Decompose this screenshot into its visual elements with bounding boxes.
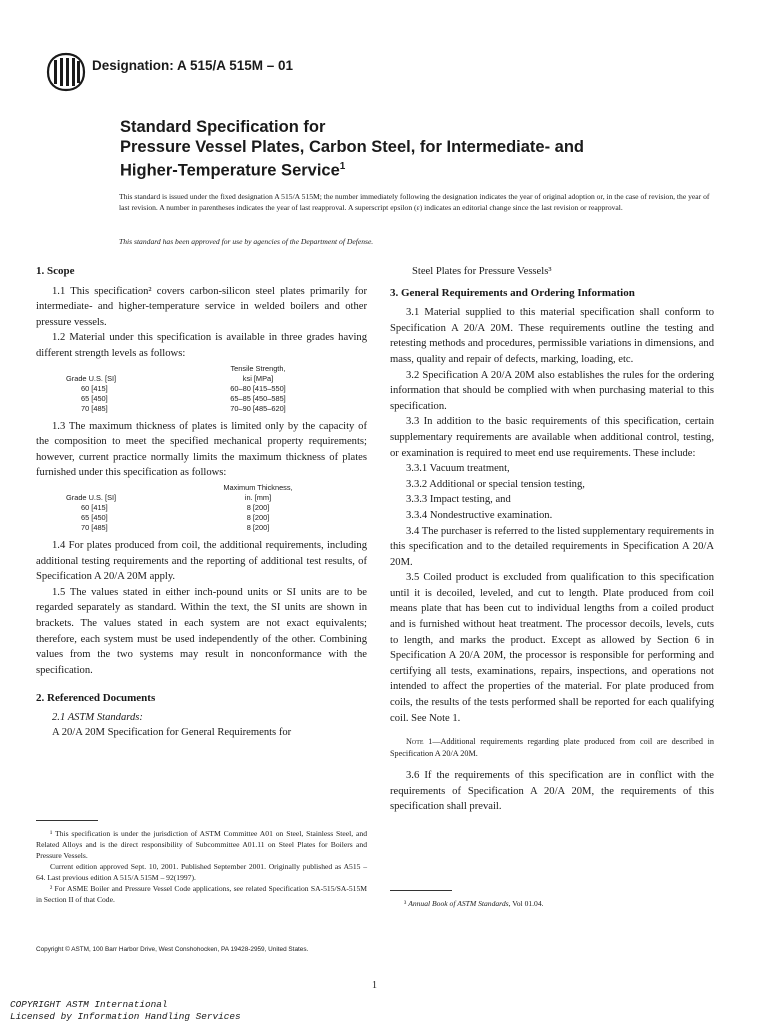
tensile-strength-table bbox=[36, 364, 367, 414]
astm-logo-icon bbox=[44, 52, 88, 92]
section-2-heading: 2. Referenced Documents bbox=[36, 692, 156, 705]
paragraph-3-6: 3.6 If the requirements of this specification are in conflict with the requirements of Specification A 20/A 20M, the requirements of this specification shall prevail. bbox=[390, 770, 714, 813]
table2-header-1: Grade U.S. [SI] bbox=[66, 492, 117, 502]
paragraph-3-4: 3.4 The purchaser is referred to the listed supplementary requirements in this specification and to the detailed requirements in Specification A 20/A 20M. bbox=[390, 525, 714, 568]
title-line-1: Standard Specification for bbox=[120, 118, 326, 136]
table-row: 60 [415] 60–80 [415–550] bbox=[81, 383, 286, 393]
footnote-1: ¹ This specification is under the jurisdiction of ASTM Committee A01 on Steel, Stainless Steel, and Related Alloys and is the direct responsibility of Subcommittee A01.11 on Steel Plates for Boilers and Pressure Vessels. bbox=[36, 829, 367, 860]
referenced-document: A 20/A 20M Specification for General Requirements for bbox=[52, 727, 292, 739]
paragraph-1-3: 1.3 The maximum thickness of plates is limited only by the capacity of the composition to meet the specified mechanical property requirements; however, current practice normally limits the maximum thickness of plates furnished under this specification as follows: bbox=[36, 420, 367, 479]
designation: Designation: A 515/A 515M – 01 bbox=[92, 58, 294, 73]
paragraph-3-3-4: 3.3.4 Nondestructive examination. bbox=[406, 509, 553, 521]
paragraph-1-1: 1.1 This specification² covers carbon-silicon steel plates primarily for intermediate- and higher-temperature service in welded boilers and other pressure vessels. bbox=[36, 285, 367, 328]
license-line-1: COPYRIGHT ASTM International bbox=[10, 999, 168, 1010]
issued-note: This standard is issued under the fixed designation A 515/A 515M; the number immediately following the designation indicates the year of original adoption or, in the case of revision, the year of last revision. A number in parentheses indicates the year of last reapproval. A superscript epsilon (ε) indicates an editorial change since the last revision or reapproval. bbox=[119, 192, 710, 212]
paragraph-1-2: 1.2 Material under this specification is available in three grades having different strength levels as follows: bbox=[36, 332, 367, 359]
table-row: 65 [450] 8 [200] bbox=[81, 512, 270, 522]
left-column bbox=[36, 264, 367, 741]
table-row: 65 [450] 65–85 [450–585] bbox=[81, 393, 286, 403]
paragraph-3-3-3: 3.3.3 Impact testing, and bbox=[406, 494, 511, 506]
footnote-3: ³ Annual Book of ASTM Standards, Vol 01.04. bbox=[404, 899, 544, 908]
section-1-heading: 1. Scope bbox=[36, 265, 75, 277]
referenced-document-continued: Steel Plates for Pressure Vessels³ bbox=[412, 266, 552, 277]
table1-header-2b: ksi [MPa] bbox=[242, 373, 274, 383]
title-footnote-mark: 1 bbox=[339, 161, 346, 172]
table-row: 70 [485] 70–90 [485–620] bbox=[81, 403, 286, 413]
title-line-3: Higher-Temperature Service$^1$ bbox=[120, 161, 346, 180]
license-stamp bbox=[10, 999, 241, 1022]
title-line-2: Pressure Vessel Plates, Carbon Steel, for Intermediate- and bbox=[120, 138, 585, 156]
page-number: 1 bbox=[372, 980, 377, 991]
paragraph-3-2: 3.2 Specification A 20/A 20M also establishes the rules for the ordering information that should be complied with when purchasing material to this specification. bbox=[390, 369, 714, 412]
paragraph-3-3-2: 3.3.2 Additional or special tension testing, bbox=[406, 478, 585, 490]
footnotes-left bbox=[36, 828, 367, 905]
footnotes-right bbox=[390, 898, 714, 909]
note-1-text: —Additional requirements regarding plate produced from coil are described in Specification A 20/A 20M. bbox=[390, 737, 714, 759]
table-row: 70 [485] 8 [200] bbox=[81, 522, 270, 532]
paragraph-3-3-1: 3.3.1 Vacuum treatment, bbox=[406, 463, 510, 475]
document-title bbox=[120, 117, 720, 181]
paragraph-1-5: 1.5 The values stated in either inch-pound units or SI units are to be regarded separately as standard. Within the text, the SI units are shown in brackets. The values stated in each system are not exact equivalents; therefore, each system must be used independently of the other. Combining values from the two systems may result in nonconformance with the specification. bbox=[36, 586, 367, 676]
approval-note: This standard has been approved for use by agencies of the Department of Defense. bbox=[119, 237, 374, 246]
license-line-2: Licensed by Information Handling Services bbox=[10, 1010, 241, 1022]
footnote-1-edition: Current edition approved Sept. 10, 2001. Published September 2001. Originally published as A515 – 64. Last previous edition A 515/A 515M – 92(1997). bbox=[36, 862, 367, 882]
right-column bbox=[390, 264, 714, 815]
paragraph-2-1: 2.1 ASTM Standards: bbox=[52, 711, 143, 723]
copyright-address: Copyright © ASTM, 100 Barr Harbor Drive, West Conshohocken, PA 19428-2959, United States. bbox=[36, 946, 309, 953]
paragraph-3-5: 3.5 Coiled product is excluded from qualification to this specification until it is decoiled, leveled, and cut to length. Plate produced from coil means plate that has been cut to individual lengths from a coiled product and is furnished without heat treatment. The processor decoils, levels, cuts to length, and marks the product. Except as allowed by Section 6 in Specification A 20/A 20M, the processor is responsible for performing and certifying all tests, examinations, repairs, inspections, and operations not intended to affect the properties of the material. For plate produced from coils, the results of the tests performed shall be reported for each qualifying coil. See Note 1. bbox=[390, 572, 714, 724]
paragraph-3-1: 3.1 Material supplied to this material specification shall conform to Specification A 20/A 20M. These requirements outline the testing and retesting methods and procedures, permissible variations in dimensions, and mass, quality and repair of defects, marking, loading, etc. bbox=[390, 307, 714, 365]
footnote-2: ² For ASME Boiler and Pressure Vessel Code applications, see related Specification SA-515/SA-515M in Section II of that Code. bbox=[36, 884, 367, 904]
table-row: 60 [415] 8 [200] bbox=[81, 502, 270, 512]
section-3-heading: 3. General Requirements and Ordering Information bbox=[390, 286, 635, 299]
note-1 bbox=[390, 736, 714, 760]
footnote-divider bbox=[36, 820, 98, 821]
max-thickness-table bbox=[36, 483, 367, 533]
paragraph-3-3: 3.3 In addition to the basic requirements of this specification, certain supplementary requirements are available when additional control, testing, or examination is required to meet end use requirements. These include: bbox=[390, 416, 714, 459]
paragraph-1-4: 1.4 For plates produced from coil, the additional requirements, including additional testing requirements and the reporting of additional test results, of Specification A 20/A 20M apply. bbox=[36, 539, 367, 583]
table1-header-1: Grade U.S. [SI] bbox=[66, 373, 117, 383]
note-1-label: Note 1 bbox=[406, 737, 433, 747]
table2-header-2b: in. [mm] bbox=[244, 492, 272, 502]
footnote-divider bbox=[390, 890, 452, 891]
table1-header-2a: Tensile Strength, bbox=[230, 363, 286, 373]
table2-header-2a: Maximum Thickness, bbox=[223, 482, 293, 492]
